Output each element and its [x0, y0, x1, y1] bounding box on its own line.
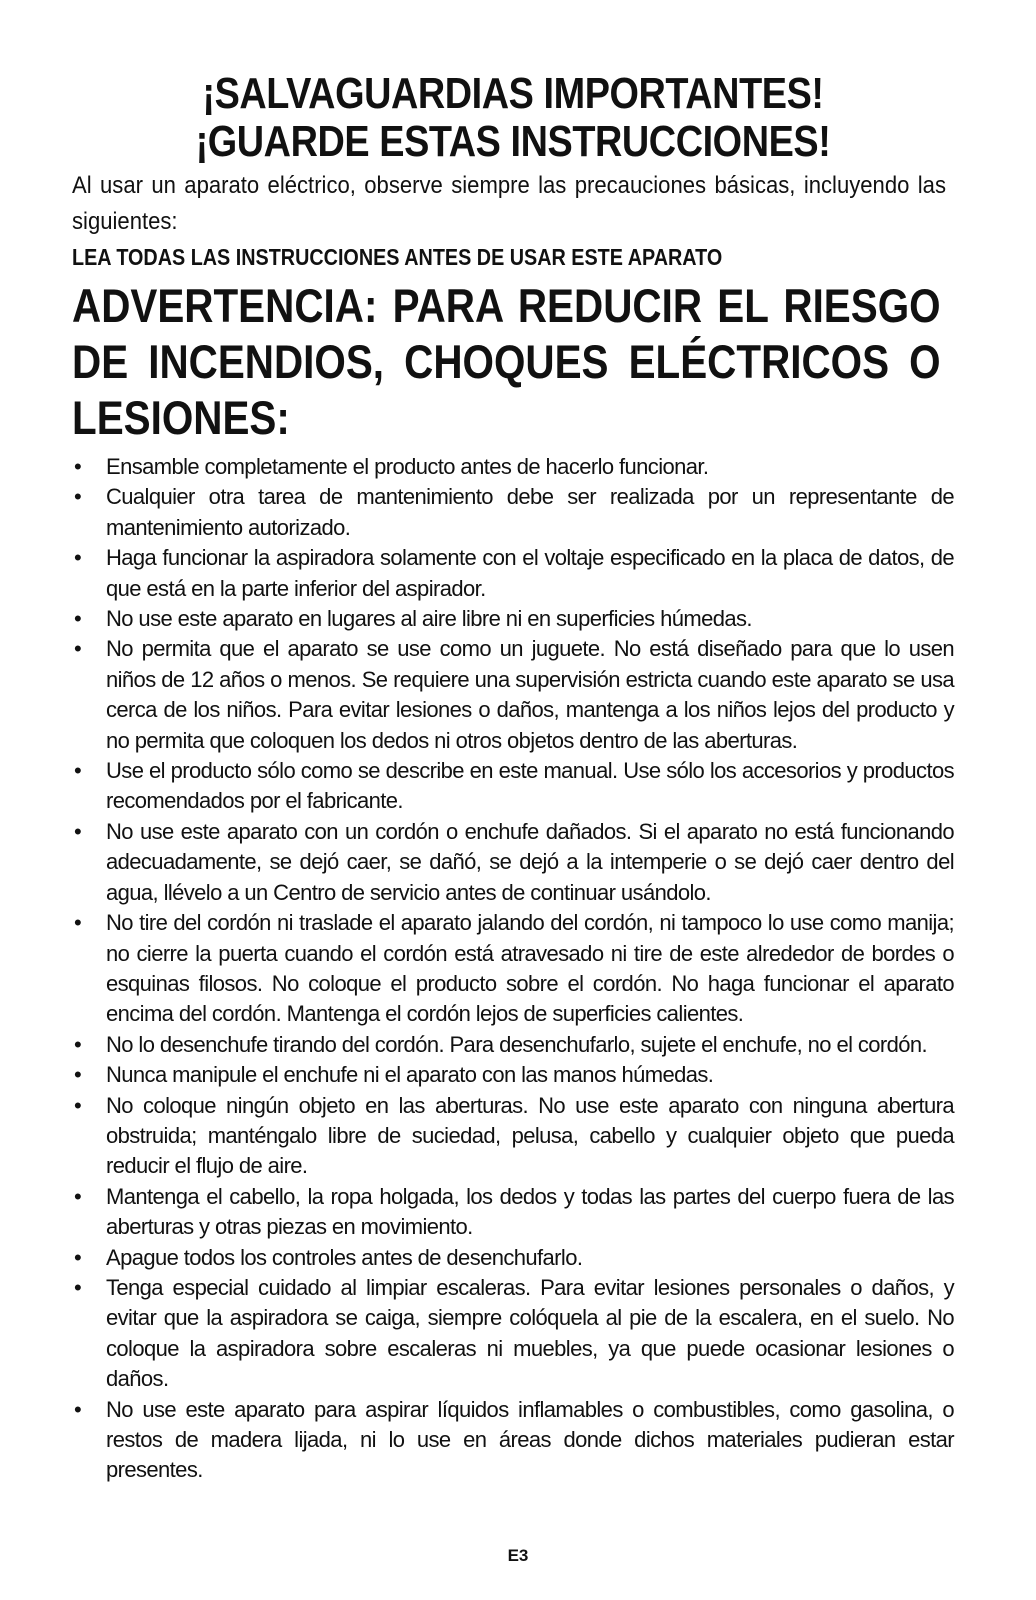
list-item-text: Use el producto sólo como se describe en este manual. Use sólo los accesorios y productos recomendados por el fabricante. [106, 758, 954, 814]
bullet-icon: • [74, 818, 82, 844]
list-item-text: No tire del cordón ni traslade el aparato jalando del cordón, ni tampoco lo use como manija; no cierre la puerta cuando el cordón está atravesado ni tire de este alrededor de bordes o esquinas filosos. No coloque el producto sobre el cordón. No haga funcionar el aparato encima del cordón. Mantenga el cordón lejos de superficies calientes. [106, 910, 954, 1027]
list-item-text: Mantenga el cabello, la ropa holgada, los dedos y todas las partes del cuerpo fuera de las aberturas y otras piezas en movimiento. [106, 1183, 954, 1240]
bullet-icon: • [74, 636, 82, 662]
read-all-instructions-notice: LEA TODAS LAS INSTRUCCIONES ANTES DE USAR ESTE APARATO [72, 244, 723, 270]
bullet-icon: • [74, 1031, 82, 1057]
list-item [72, 634, 954, 756]
list-item [72, 1060, 954, 1090]
list-item [72, 1243, 954, 1273]
list-item [72, 1182, 954, 1243]
list-item-text: No use este aparato para aspirar líquidos inflamables o combustibles, como gasolina, o restos de madera lijada, ni lo use en áreas donde dichos materiales pudieran estar presentes. [106, 1396, 954, 1483]
bullet-icon: • [74, 1274, 82, 1300]
list-item-text: Ensamble completamente el producto antes de hacerlo funcionar. [106, 454, 709, 479]
list-item-text: Haga funcionar la aspiradora solamente con el voltaje especificado en la placa de datos, de que está en la parte inferior del aspirador. [106, 545, 954, 601]
list-item [72, 1091, 954, 1182]
bullet-icon: • [74, 606, 82, 632]
list-item [72, 908, 954, 1030]
list-item-text: No lo desenchufe tirando del cordón. Para desenchufarlo, sujete el enchufe, no el cordón. [106, 1031, 928, 1057]
list-item-text: Tenga especial cuidado al limpiar escaleras. Para evitar lesiones personales o daños, y evitar que la aspiradora se caiga, siempre colóquela al pie de la escalera, en el suelo. No coloque la aspiradora sobre escaleras ni muebles, ya que puede ocasionar lesiones o daños. [106, 1274, 954, 1392]
list-item [72, 604, 954, 634]
list-item [72, 1395, 954, 1486]
bullet-icon: • [74, 454, 82, 479]
list-item-text: Nunca manipule el enchufe ni el aparato con las manos húmedas. [106, 1062, 714, 1088]
bullet-icon: • [74, 758, 82, 784]
bullet-icon: • [74, 1183, 82, 1209]
bullet-icon: • [74, 545, 82, 571]
page-title-line-2: ¡GUARDE ESTAS INSTRUCCIONES! [195, 117, 831, 166]
page-title-line-1: ¡SALVAGUARDIAS IMPORTANTES! [202, 69, 824, 118]
warning-heading: ADVERTENCIA: PARA REDUCIR EL RIESGO DE INCENDIOS, CHOQUES ELÉCTRICOS O LESIONES: [72, 279, 941, 444]
bullet-icon: • [74, 910, 82, 936]
bullet-icon: • [74, 1244, 82, 1270]
safety-list [72, 452, 954, 1486]
list-item [72, 1273, 954, 1395]
list-item [72, 1030, 954, 1060]
bullet-icon: • [74, 1062, 82, 1088]
list-item-text: No permita que el aparato se use como un juguete. No está diseñado para que lo usen niños de 12 años o menos. Se requiere una supervisión estricta cuando este aparato se usa cerca de los niños. Para evitar lesiones o daños, mantenga a los niños lejos del producto y no permita que coloquen los dedos ni otros objetos dentro de las aberturas. [106, 636, 954, 753]
intro-paragraph: Al usar un aparato eléctrico, observe siempre las precauciones básicas, incluyendo las siguientes: [72, 172, 946, 235]
list-item-text: Apague todos los controles antes de desenchufarlo. [106, 1244, 583, 1270]
list-item [72, 817, 954, 908]
list-item-text: No use este aparato con un cordón o enchufe dañados. Si el aparato no está funcionando adecuadamente, se dejó caer, se dañó, se dejó a la intemperie o se dejó caer dentro del agua, llévelo a un Centro de servicio antes de continuar usándolo. [106, 818, 954, 905]
bullet-icon: • [74, 1092, 82, 1118]
list-item-text: Cualquier otra tarea de mantenimiento debe ser realizada por un representante de mantenimiento autorizado. [106, 484, 954, 540]
list-item [72, 543, 954, 604]
list-item-text: No use este aparato en lugares al aire libre ni en superficies húmedas. [106, 606, 752, 632]
page-number: E3 [507, 1546, 529, 1565]
list-item-text: No coloque ningún objeto en las aberturas. No use este aparato con ninguna abertura obstruida; manténgalo libre de suciedad, pelusa, cabello y cualquier objeto que pueda reducir el flujo de aire. [106, 1092, 954, 1179]
bullet-icon: • [74, 1396, 82, 1422]
bullet-icon: • [74, 484, 82, 510]
list-item [72, 756, 954, 817]
list-item [72, 482, 954, 543]
list-item [72, 452, 954, 482]
